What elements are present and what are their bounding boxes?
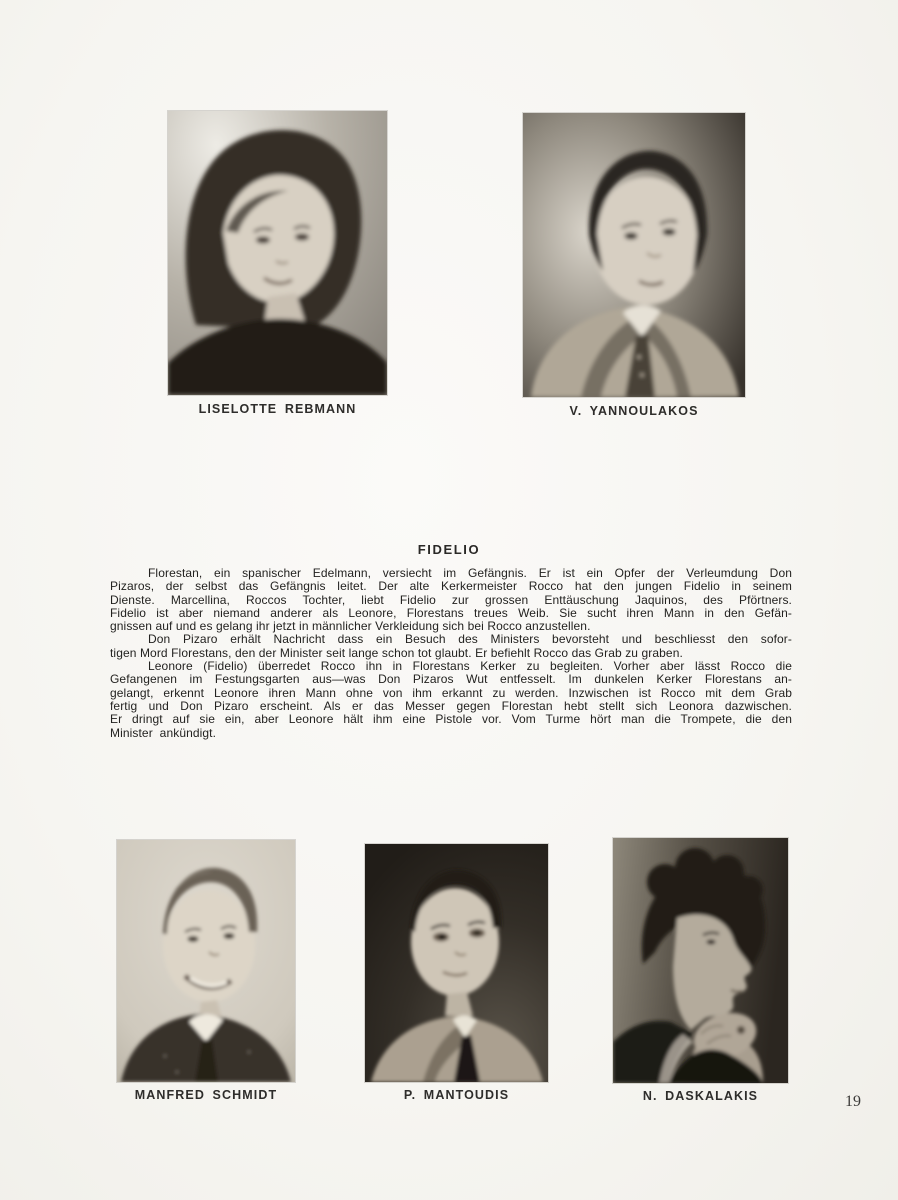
portrait-caption: P. MANTOUDIS (403, 1088, 510, 1102)
synopsis (110, 567, 792, 740)
portrait-illustration (365, 844, 548, 1082)
page-number: 19 (845, 1093, 861, 1110)
portrait-illustration (613, 838, 788, 1083)
portrait-photo-liselotte-rebmann (168, 111, 387, 395)
portrait-photo-p-mantoudis (365, 844, 548, 1082)
portrait-caption: MANFRED SCHMIDT (134, 1088, 278, 1102)
synopsis-paragraph (110, 567, 792, 633)
synopsis-paragraph (110, 633, 792, 660)
portrait-illustration (523, 113, 745, 397)
portrait-photo-v-yannoulakos (523, 113, 745, 397)
portrait-photo-manfred-schmidt (117, 840, 295, 1082)
synopsis-line: Gefangenen im Festungsgarten aus—was Don Pizaros Wut entfesselt. Im dunkelen Kerker Florestans an- (110, 672, 792, 687)
synopsis-line: gelangt, erkennt Leonore ihren Mann ohne von ihm erkannt zu werden. Inzwischen ist Rocco mit dem Grab (110, 685, 792, 700)
synopsis-line: Leonore (Fidelio) überredet Rocco ihn in Florestans Kerker zu begleiten. Vorher aber lässt Rocco die (148, 659, 792, 674)
portrait-illustration (117, 840, 295, 1082)
synopsis-line: fertig und Don Pizaro erscheint. Als er das Messer gegen Florestan hebt stellt sich Leonora dazwischen. (110, 698, 792, 713)
portrait-caption: V. YANNOULAKOS (569, 404, 699, 418)
synopsis-line: Fidelio ist aber niemand anderer als Leonore, Florestans treues Weib. Sie sucht ihren Mann in den Gefän- (110, 605, 792, 620)
portrait-illustration (168, 111, 387, 395)
synopsis-paragraph (110, 660, 792, 740)
portrait-caption: N. DASKALAKIS (642, 1089, 759, 1103)
synopsis-line: Don Pizaro erhält Nachricht dass ein Besuch des Ministers bevorsteht und beschliesst den sofor- (148, 632, 792, 647)
synopsis-line: Pizaros, der selbst das Gefängnis leitet. Der alte Kerkermeister Rocco hat den jungen Fidelio in seinem (110, 579, 792, 594)
synopsis-line: gnissen auf und es gelang ihr jetzt in männlicher Verkleidung sich bei Rocco anzustellen. (110, 619, 591, 634)
synopsis-line: tigen Mord Florestans, den der Minister seit lange schon tot glaubt. Er befiehlt Rocco das Grab zu graben. (110, 645, 683, 660)
synopsis-line: Er dringt auf sie ein, aber Leonore hält ihm eine Pistole vor. Vom Turme hört man die Trompete, die den (110, 712, 792, 727)
synopsis-line: Florestan, ein spanischer Edelmann, versiecht im Gefängnis. Er ist ein Opfer der Verleumdung Don (148, 566, 792, 580)
portrait-photo-n-daskalakis (613, 838, 788, 1083)
portrait-caption: LISELOTTE REBMANN (198, 402, 357, 416)
synopsis-line: Minister ankündigt. (110, 725, 217, 740)
synopsis-line: Dienste. Marcellina, Roccos Tochter, liebt Fidelio zur grossen Enttäuschung Jaquinos, des Pförtners. (110, 592, 792, 607)
opera-title: FIDELIO (417, 542, 481, 557)
